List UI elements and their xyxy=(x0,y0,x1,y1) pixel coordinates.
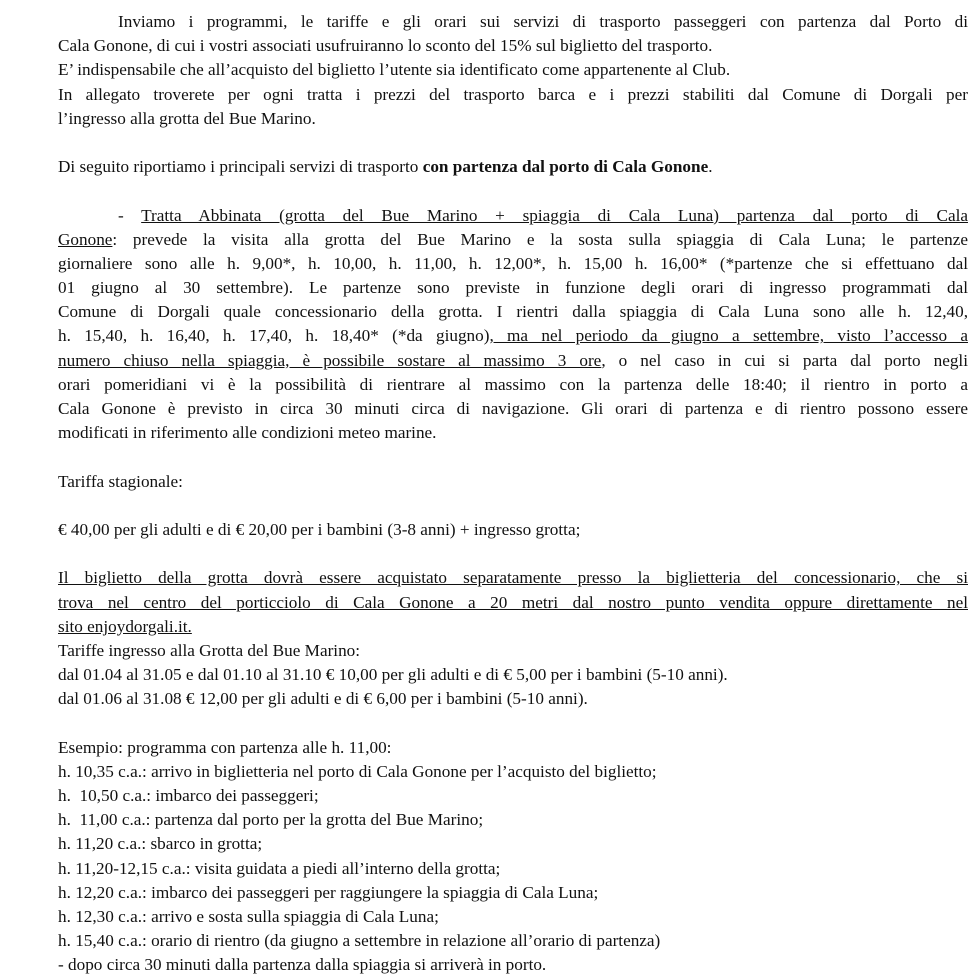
grotta-price: dal 01.04 al 31.05 e dal 01.10 al 31.10 € 10,00 per gli adulti e di € 5,00 per i bambini (5-10 anni). xyxy=(58,665,728,685)
grotta-price: dal 01.06 al 31.08 € 12,00 per gli adulti e di € 6,00 per i bambini (5-10 anni). xyxy=(58,689,588,709)
esempio-heading: Esempio: programma con partenza alle h. 11,00: xyxy=(58,737,392,757)
tariffa-price: € 40,00 per gli adulti e di € 20,00 per i bambini (3-8 anni) + ingresso grotta; xyxy=(58,519,581,539)
tratta-title: Tratta Abbinata (grotta del Bue Marino + spiaggia di Cala Luna) partenza dal porto di Cala xyxy=(141,205,968,225)
schedule-item: h. 10,50 c.a.: imbarco dei passeggeri; xyxy=(58,786,319,805)
tratta-line: 01 giugno al 30 settembre). Le partenze sono previste in funzione degli orari di ingresso programmati dal xyxy=(58,278,968,298)
schedule-item: h. 11,00 c.a.: partenza dal porto per la grotta del Bue Marino; xyxy=(58,810,484,830)
tratta-underlined: numero chiuso nella spiaggia, è possibile sostare al massimo 3 ore xyxy=(58,350,602,370)
schedule-item: h. 15,40 c.a.: orario di rientro (da giugno a settembre in relazione all’orario di partenza) xyxy=(58,931,661,951)
tratta-line: giornaliere sono alle h. 9,00*, h. 10,00, h. 11,00, h. 12,00*, h. 15,00 h. 16,00* (*partenze che si effettuano dal xyxy=(58,253,968,273)
tratta-text: , o nel caso in cui si parta dal porto negli xyxy=(601,350,968,370)
schedule-item: h. 10,35 c.a.: arrivo in biglietteria nel porto di Cala Gonone per l’acquisto del biglietto; xyxy=(58,761,657,781)
spacer xyxy=(58,131,968,155)
schedule-item: h. 11,20 c.a.: sbarco in grotta; xyxy=(58,834,263,854)
services-lead-text: Di seguito riportiamo i principali servizi di trasporto xyxy=(58,157,423,177)
grotta-notice-line: trova nel centro del porticciolo di Cala Gonone a 20 metri dal nostro punto vendita oppure direttamente nel xyxy=(58,592,968,612)
spacer xyxy=(58,445,968,469)
schedule-item: h. 12,20 c.a.: imbarco dei passeggeri per raggiungere la spiaggia di Cala Luna; xyxy=(58,882,599,902)
grotta-site: sito enjoydorgali.it. xyxy=(58,616,192,636)
grotta-section xyxy=(58,566,968,711)
grotta-notice-line: Il biglietto della grotta dovrà essere acquistato separatamente presso la biglietteria del concessionario, che si xyxy=(58,568,968,588)
intro-line: Inviamo i programmi, le tariffe e gli orari sui servizi di trasporto passeggeri con partenza dal Porto di xyxy=(118,12,968,31)
tratta-line xyxy=(58,204,968,228)
spacer xyxy=(58,494,968,518)
tratta-text: h. 15,40, h. 16,40, h. 17,40, h. 18,40* (*da giugno) xyxy=(58,326,490,346)
schedule-item: h. 11,20-12,15 c.a.: visita guidata a piedi all’interno della grotta; xyxy=(58,858,501,878)
spacer xyxy=(58,179,968,203)
tratta-line: orari pomeridiani vi è la possibilità di rientrare al massimo con la partenza delle 18:40; il rientro in porto a xyxy=(58,374,968,394)
grotta-notice-line xyxy=(58,615,968,639)
tratta-title-end: Gonone xyxy=(58,229,113,249)
intro-line: In allegato troverete per ogni tratta i prezzi del trasporto barca e i prezzi stabiliti dal Comune di Dorgali per xyxy=(58,84,968,104)
esempio-section xyxy=(58,736,968,978)
intro-line: Cala Gonone, di cui i vostri associati usufruiranno lo sconto del 15% sul biglietto del trasporto. xyxy=(58,36,713,56)
tratta-line: Comune di Dorgali quale concessionario della grotta. I rientri dalla spiaggia di Cala Luna sono alle h. 12,40, xyxy=(58,302,968,322)
services-lead-end: . xyxy=(708,157,713,177)
intro-line: l’ingresso alla grotta del Bue Marino. xyxy=(58,108,316,128)
tratta-dash: - xyxy=(118,205,142,225)
intro-paragraph xyxy=(58,10,968,131)
spacer xyxy=(58,711,968,735)
spacer xyxy=(58,542,968,566)
tratta-line: Cala Gonone è previsto in circa 30 minuti circa di navigazione. Gli orari di partenza e di rientro possono essere xyxy=(58,399,968,418)
document-page xyxy=(58,10,968,978)
tratta-paragraph xyxy=(58,204,968,446)
services-lead xyxy=(58,155,968,179)
grotta-heading: Tariffe ingresso alla Grotta del Bue Marino: xyxy=(58,640,361,660)
intro-line: E’ indispensabile che all’acquisto del biglietto l’utente sia identificato come appartenente al Club. xyxy=(58,60,731,80)
tratta-text: : prevede la visita alla grotta del Bue Marino e la sosta sulla spiaggia di Cala Luna; le partenze xyxy=(112,229,968,249)
tratta-line xyxy=(58,349,968,373)
services-lead-bold: con partenza dal porto di Cala Gonone xyxy=(422,157,709,177)
schedule-item: - dopo circa 30 minuti dalla partenza dalla spiaggia si arriverà in porto. xyxy=(58,955,547,975)
tratta-line xyxy=(58,324,968,348)
tariffa-heading: Tariffa stagionale: xyxy=(58,471,183,491)
tratta-line xyxy=(58,228,968,252)
tratta-underlined: , ma nel periodo da giugno a settembre, visto l’accesso a xyxy=(489,326,968,346)
tratta-line: modificati in riferimento alle condizioni meteo marine. xyxy=(58,423,437,443)
schedule-item: h. 12,30 c.a.: arrivo e sosta sulla spiaggia di Cala Luna; xyxy=(58,906,439,926)
